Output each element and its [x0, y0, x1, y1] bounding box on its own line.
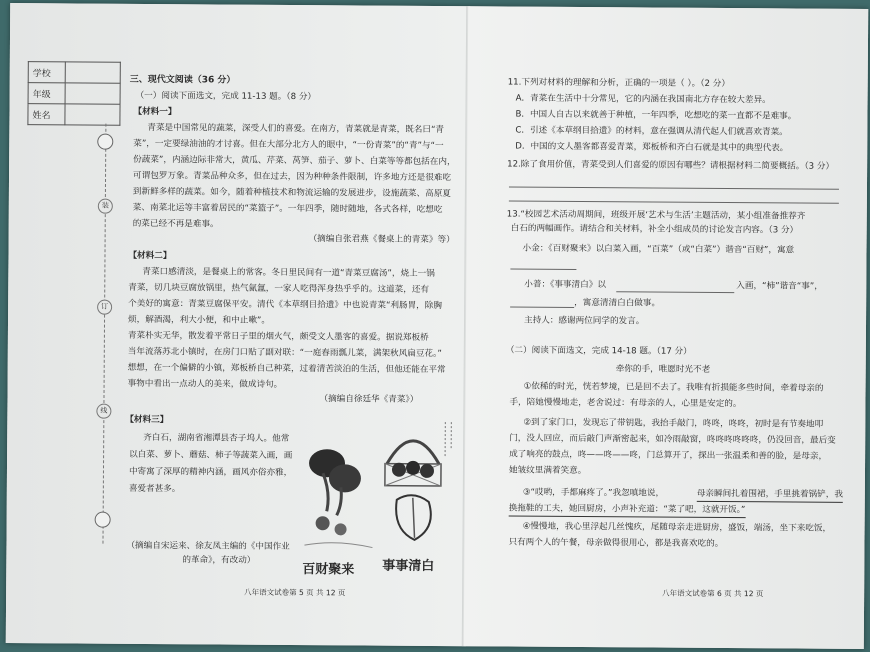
cabbage-painting [296, 423, 377, 559]
painting1-caption: 百财聚来 [302, 562, 355, 578]
essay-paragraph-3a: ③“哎哟，手都麻疼了。”我忽嗔地说， [522, 487, 665, 499]
material3-source-line1: （摘编自宋运来、徐友凤主编的《中国作业 [126, 540, 290, 552]
essay-title: 牵你的手，唯愿时光不老 [615, 364, 711, 375]
essay-paragraph-3b: 母亲瞬间扎着围裙，手里挑着锅铲，我 [697, 488, 843, 503]
text-line: 当年流落苏北小镇时，在房门口贴了副对联：“一庭春雨瓢儿菜，满架秋风扁豆花。” [127, 346, 442, 360]
grade-field[interactable] [65, 83, 120, 104]
text-line: 中寄寓了深厚的精神内涵，画风亦俗亦雅， [128, 466, 293, 478]
answer-blank[interactable] [510, 307, 574, 308]
question-13-line1: 13.“校园艺术活动周期间，班级开展‘艺术与生活’主题活动，某小组准备推荐齐 [506, 209, 806, 222]
dialogue-xiaopu-c: ，寓意清清白白做事。 [574, 297, 661, 309]
text-line: 青菜，切几块豆腐放锅里，热气氤氲，一家人吃得浑身热乎乎的。这道菜，还有 [128, 282, 430, 295]
dialogue-xiaojin: 小金：《百财聚来》以白菜入画，“百菜”（或“白菜”）谐音“百财”，寓意 [522, 243, 795, 256]
binding-mark-ding: 订 [97, 300, 112, 315]
section-title: 三、现代文阅读（36 分） [129, 74, 236, 86]
dialogue-xiaopu-b: 入画，“柿”谐音“事”， [736, 281, 823, 292]
text-line: 想想，在一个偏僻的小镇，郑板桥自己种菜，过着清苦淡泊的生活，但他还能在平常 [127, 362, 446, 376]
painting2-caption: 事事清白 [382, 558, 435, 574]
text-line: 菜”，一定要绿油油的才讨喜。但在大部分北方人的眼中，“一份青菜”的“青”与“一 [133, 138, 444, 152]
answer-line[interactable] [509, 200, 839, 203]
binding-hole [95, 512, 111, 528]
grade-label: 年级 [28, 83, 65, 104]
answer-blank[interactable] [510, 269, 576, 270]
text-line: ②到了家门口，发现忘了带钥匙，我抬手敲门，咚咚，咚咚，初时是有节奏地叩 [523, 417, 824, 430]
text-line: 成了响亮的鼓点，咚——咚——咚，门总算开了，探出一张温柔和善的脸，是母亲， [509, 449, 828, 462]
name-field[interactable] [65, 104, 120, 125]
text-line: 青菜朴实无华，散发着平常日子里的烟火气，颇受文人墨客的喜爱。据说郑板桥 [127, 330, 429, 343]
binding-mark-zhuang: 装 [98, 199, 113, 214]
material1-title: 【材料一】 [133, 106, 177, 118]
text-line: 事物中看出一点动人的美来，做成诗句。 [127, 378, 283, 390]
part2-title: （二）阅读下面选文，完成 14-18 题。（17 分） [505, 345, 692, 357]
answer-blank[interactable] [616, 291, 734, 293]
material3-source-line2: 的革命》，有改动） [182, 555, 256, 566]
answer-line[interactable] [509, 186, 839, 189]
dialogue-host: 主持人：感谢两位同学的发言。 [524, 315, 645, 327]
text-line: 只有两个人的午餐，母亲做得很用心，都是我喜欢吃的。 [508, 537, 724, 550]
school-label: 学校 [28, 62, 65, 83]
text-line: 门，没人回应，而后敲门声渐密起来，如冷雨敲窗，咚咚咚咚咚咚，仍没回音，最后变 [509, 433, 836, 446]
text-line: B．中国人自古以来就善于种植，一年四季，吃想吃的菜一直都不是难事。 [515, 109, 797, 122]
text-line: 她皱纹里满着笑意。 [508, 465, 587, 477]
text-line: 可谓包罗万象。青菜品种众多，但在过去，因为种种条件限制，许多地方还是很难吃 [133, 170, 452, 184]
binding-mark-xian: 线 [96, 404, 111, 419]
text-line: 份蔬菜”，内涵边际非常大，黄瓜、芹菜、莴笋、茄子、萝卜、白菜等等都包括在内， [133, 154, 456, 168]
material3-title: 【材料三】 [125, 414, 169, 426]
question-12: 12.除了食用价值，青菜受到人们喜爱的原因有哪些？请根据材料二简要概括。（3 分） [507, 159, 835, 172]
page-5 [6, 3, 468, 646]
text-line: 到新鲜多样的蔬菜。如今，随着种植技术和物流运输的发展进步，设施蔬菜、高原夏 [132, 186, 451, 200]
binding-line [102, 124, 106, 544]
part1-title: （一）阅读下面选文，完成 11-13 题。（8 分） [135, 90, 317, 103]
text-line: ①依稀的时光，恍若梦境，已是回不去了。我唯有折损能多些时间，牵着母亲的 [523, 381, 824, 394]
text-line: A．青菜在生活中十分常见，它的内涵在我国南北方存在较大差异。 [515, 93, 771, 106]
text-line: 喜爱者甚多。 [128, 483, 181, 495]
page5-footer: 八年语文试卷第 5 页 共 12 页 [244, 587, 346, 598]
question-13-line2: 白石的两幅画作。请结合和关材料，补全小组成员的讨论发言内容。（3 分） [510, 223, 799, 236]
text-line: C．引述《本草纲目拾遗》的材料，意在强调从清代起人们就喜欢青菜。 [515, 125, 788, 138]
student-info-table [27, 61, 120, 126]
text-line: 青菜口感清淡，是餐桌上的常客。冬日里民间有一道“青菜豆腐汤”，烧上一锅 [142, 266, 435, 279]
dialogue-xiaopu-a: 小普：《事事清白》以 [524, 279, 606, 291]
text-line: 的菜已经不再是难事。 [132, 218, 219, 230]
text-line: 齐白石，湖南省湘潭县杏子坞人。他常 [143, 432, 290, 444]
binding-hole [97, 134, 113, 150]
text-line: 菜、南菜北运等丰富着居民的“菜篮子”。一年四季，随时随地，各式各样，吃想吃 [132, 202, 443, 216]
material2-title: 【材料二】 [128, 250, 172, 262]
text-line: 以白菜、萝卜、蘑菇、柿子等蔬菜入画，画 [129, 449, 293, 461]
question-11: 11.下列对材料的理解和分析，正确的一项是（ ）。（2 分） [507, 77, 730, 90]
exam-paper [6, 3, 868, 649]
essay-paragraph-3c: 换拖鞋的工夫，她回厨房，小声补充道：“菜了吧，这就开饭。” [509, 503, 746, 519]
page-6 [464, 6, 868, 649]
name-label: 姓名 [28, 104, 65, 125]
page6-footer: 八年语文试卷第 6 页 共 12 页 [662, 588, 764, 599]
text-line: ④慢慢地，我心里浮起几丝愧疚，尾随母亲走进厨房，盛饭，端汤，坐下来吃饭， [522, 521, 832, 534]
text-line: 青菜是中国常见的蔬菜，深受人们的喜爱。在南方，青菜就是青菜，既名曰“青 [147, 122, 445, 136]
material1-source: （摘编自张君燕《餐桌上的青菜》等） [308, 234, 455, 246]
text-line: 个美好的寓意：青菜豆腐保平安。清代《本草纲目拾遗》中也说青菜“利肠胃，除胸 [128, 298, 443, 312]
school-field[interactable] [65, 62, 120, 83]
text-line: D．中国的文人墨客都喜爱青菜，郑板桥和齐白石就是其中的典型代表。 [515, 141, 789, 154]
text-line: 手，陪她慢慢地走，老舍说过：有母亲的人，心里是安定的。 [509, 397, 742, 410]
text-line: 烦，解酒渴，利大小便，和中止嗽”。 [128, 314, 271, 326]
persimmon-cabbage-painting [366, 418, 459, 559]
material2-source: （摘编自徐廷华《青菜》） [319, 394, 419, 405]
